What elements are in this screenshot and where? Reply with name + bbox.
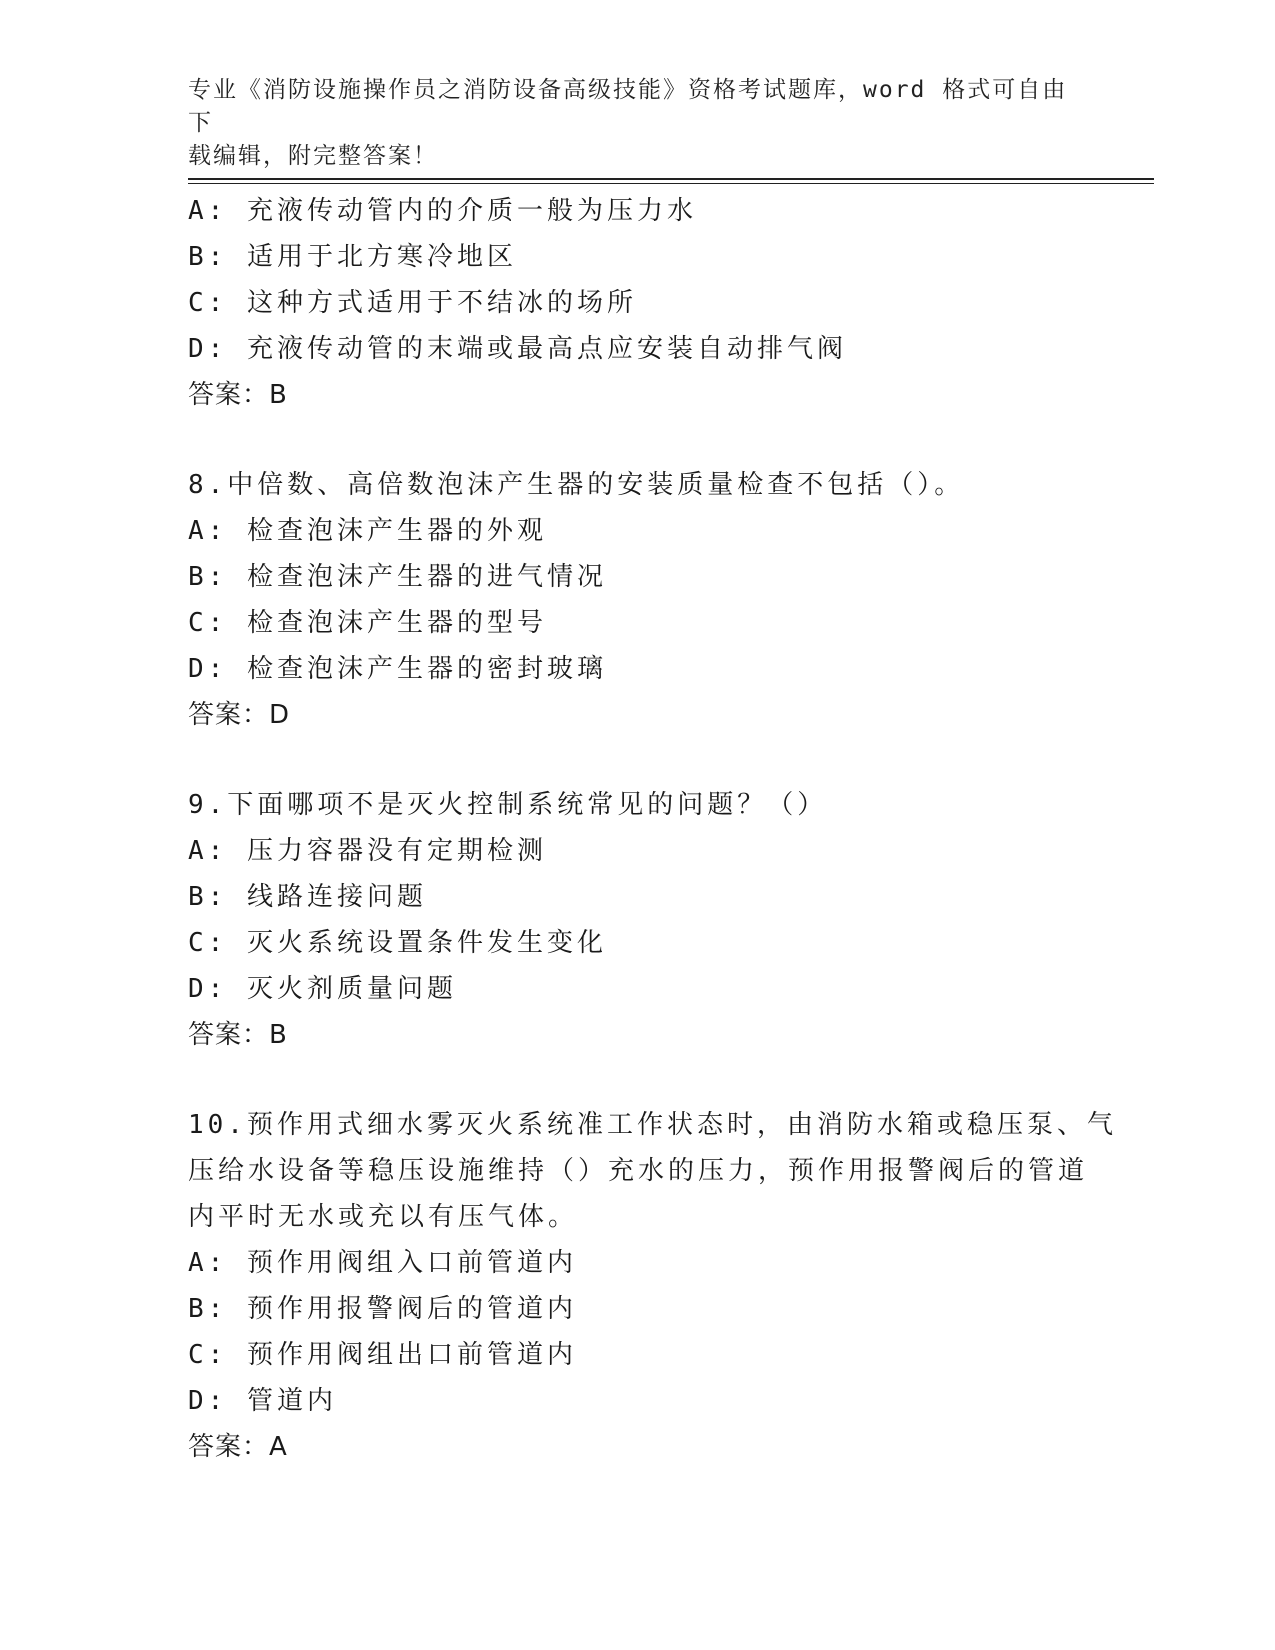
option-b: B: 检查泡沫产生器的进气情况 <box>188 562 607 592</box>
question-10 <box>188 1102 1117 1470</box>
option-c: C: 这种方式适用于不结冰的场所 <box>188 288 637 318</box>
header-line-1: 专业《消防设施操作员之消防设备高级技能》资格考试题库，word 格式可自由下 <box>188 77 1068 136</box>
answer-line: 答案：B <box>188 1020 288 1050</box>
answer-line: 答案：D <box>188 700 291 730</box>
option-a: A: 压力容器没有定期检测 <box>188 836 547 866</box>
option-c: C: 灭火系统设置条件发生变化 <box>188 928 607 958</box>
answer-line: 答案：B <box>188 380 288 410</box>
answer-line: 答案：A <box>188 1432 288 1462</box>
question-stem: 8.中倍数、高倍数泡沫产生器的安装质量检查不包括（）。 <box>188 470 965 500</box>
question-8 <box>188 462 1088 738</box>
option-a: A: 检查泡沫产生器的外观 <box>188 516 547 546</box>
question-9 <box>188 782 1088 1058</box>
question-stem: 9.下面哪项不是灭火控制系统常见的问题？（） <box>188 790 828 820</box>
document-header <box>188 74 1088 173</box>
option-a: A: 预作用阀组入口前管道内 <box>188 1248 577 1278</box>
option-c: C: 检查泡沫产生器的型号 <box>188 608 547 638</box>
option-d: D: 充液传动管的末端或最高点应安装自动排气阀 <box>188 334 847 364</box>
header-divider <box>188 178 1154 185</box>
option-b: B: 预作用报警阀后的管道内 <box>188 1294 577 1324</box>
option-d: D: 灭火剂质量问题 <box>188 974 457 1004</box>
question-7 <box>188 188 1088 418</box>
question-stem-line-3: 内平时无水或充以有压气体。 <box>188 1202 579 1232</box>
option-b: B: 适用于北方寒冷地区 <box>188 242 517 272</box>
option-b: B: 线路连接问题 <box>188 882 427 912</box>
option-c: C: 预作用阀组出口前管道内 <box>188 1340 577 1370</box>
option-d: D: 管道内 <box>188 1386 337 1416</box>
question-stem-line-1: 10.预作用式细水雾灭火系统准工作状态时，由消防水箱或稳压泵、气 <box>188 1110 1117 1140</box>
header-line-2: 载编辑，附完整答案！ <box>188 143 438 169</box>
question-stem-line-2: 压给水设备等稳压设施维持（）充水的压力，预作用报警阀后的管道 <box>188 1156 1089 1186</box>
option-a: A: 充液传动管内的介质一般为压力水 <box>188 196 697 226</box>
question-list <box>188 188 1117 1470</box>
option-d: D: 检查泡沫产生器的密封玻璃 <box>188 654 607 684</box>
